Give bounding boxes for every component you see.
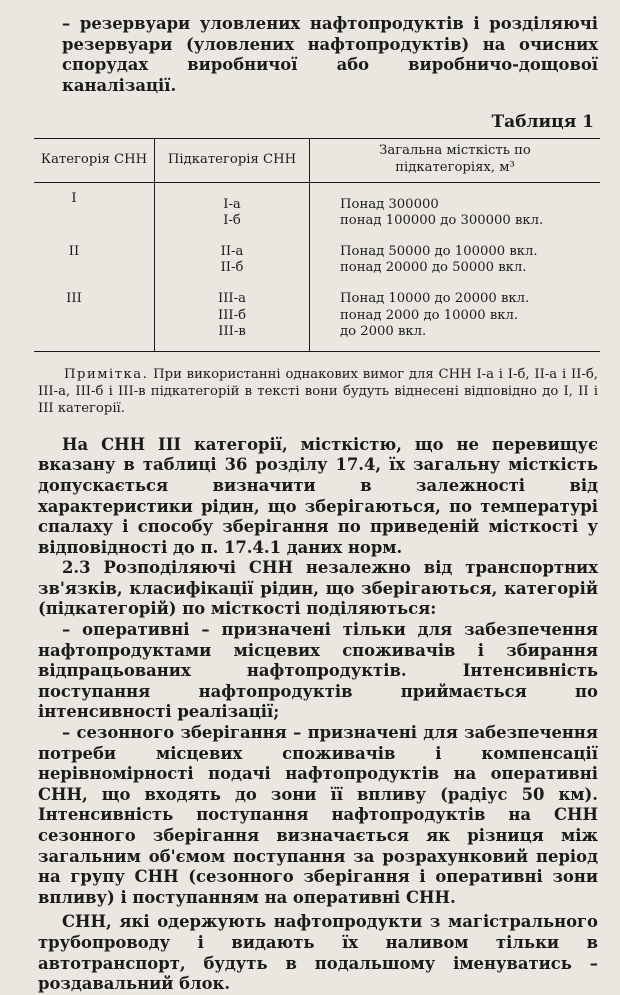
note-label: Примітка. xyxy=(64,366,149,382)
category-cell: І xyxy=(71,190,77,206)
header-subcategory: Підкатегорія СНН xyxy=(155,139,310,182)
categories-table xyxy=(34,138,600,351)
subcategory-cell: І-а І-б xyxy=(155,182,310,230)
paragraph-2-3: 2.3 Розподіляючі СНН незалежно від транспортних зв'язків, класифікації рідин, що зберігаються, категорій (підкатегорій) по місткості поділяються: xyxy=(38,558,598,619)
paragraph-snn-iii: На СНН ІІІ категорії, місткістю, що не перевищує вказану в таблиці 36 розділу 17.4, їх загальну місткість допускається визначити в залежності від характеристики рідин, що зберігаються, по температурі спалаху і способу зберігання по приведеній місткості у відповідності до п. 17.4.1 даних норм. xyxy=(38,434,598,557)
category-cell: ІІІ xyxy=(34,277,155,351)
paragraph-distribution-block: СНН, які одержують нафтопродукти з магістрального трубопроводу і видають їх наливом тільки в автотранспорт, будуть в подальшому іменуватись – роздавальний блок. xyxy=(38,912,598,994)
table-note xyxy=(38,366,598,417)
list-item-operative: – оперативні – призначені тільки для забезпечення нафтопродуктами місцевих споживачів і збирання відпрацьованих нафтопродуктів. Інтенсивність поступання нафтопродуктів приймається по інтенсивності реалізації; xyxy=(38,620,598,722)
category-cell: ІІ xyxy=(68,243,80,259)
subcategory-cell: ІІ-а ІІ-б xyxy=(155,230,310,277)
subcategory-cell: ІІІ-а ІІІ-б ІІІ-в xyxy=(155,277,310,351)
intro-list-item: – резервуари уловлених нафтопродуктів і розділяючі резервуари (уловлених нафтопродуктів) на очисних спорудах виробничої або виробничо-дощової каналізації. xyxy=(62,14,598,95)
table-row xyxy=(34,230,600,277)
header-capacity: Загальна місткість по підкатегоріях, м³ xyxy=(310,139,601,182)
list-item-seasonal: – сезонного зберігання – призначені для забезпечення потреби місцевих споживачів і компенсації нерівномірності подачі нафтопродуктів на оперативні СНН, що входять до зони її впливу (радіус 50 км). Інтенсивність поступання нафтопродуктів на СНН сезонного зберігання визначається як різниця між загальним об'ємом поступання за розрахунковий період на групу СНН (сезонного зберігання і оперативні зони впливу) і поступанням на оперативні СНН. xyxy=(38,723,598,907)
capacity-cell: Понад 50000 до 100000 вкл. понад 20000 до 50000 вкл. xyxy=(310,230,601,277)
capacity-cell: Понад 10000 до 20000 вкл. понад 2000 до 10000 вкл. до 2000 вкл. xyxy=(310,277,601,351)
table-header-row xyxy=(34,139,600,182)
table-row xyxy=(34,182,600,230)
table-title: Таблиця 1 xyxy=(491,112,594,133)
capacity-cell: Понад 300000 понад 100000 до 300000 вкл. xyxy=(310,182,601,230)
note-text: При використанні однакових вимог для СНН І-а і І-б, ІІ-а і ІІ-б, ІІІ-а, ІІІ-б і ІІІ-в підкатегорій в тексті вони будуть віднесені відповідно до І, ІІ і ІІІ категорії. xyxy=(38,366,598,416)
header-category: Категорія СНН xyxy=(34,139,155,182)
table-row xyxy=(34,277,600,351)
